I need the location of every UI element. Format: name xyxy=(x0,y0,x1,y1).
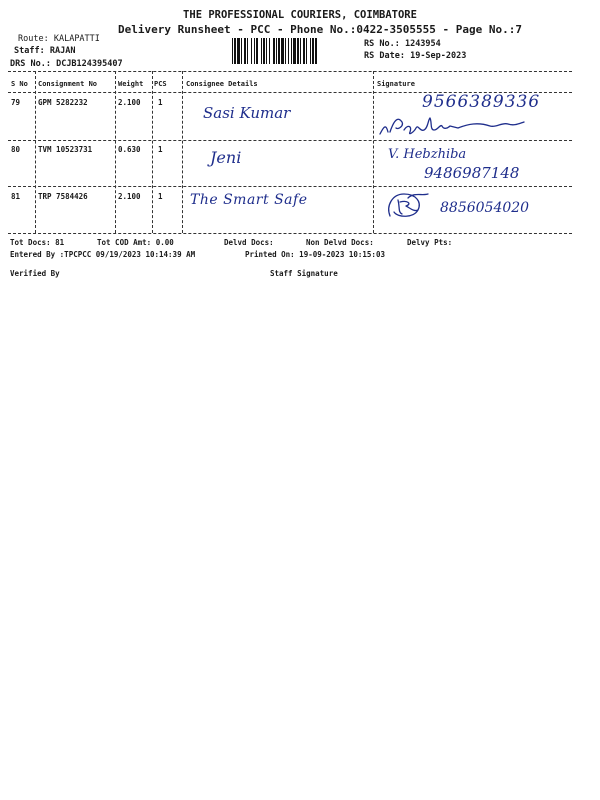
column-rule xyxy=(35,71,36,233)
runsheet-title: Delivery Runsheet - PCC - Phone No.:0422-3505555 - Page No.:7 xyxy=(118,23,522,36)
table-row-pcs: 1 xyxy=(158,192,163,201)
delivery-points: Delvy Pts: xyxy=(407,238,453,247)
route-label: Route: xyxy=(18,34,49,44)
company-title: THE PROFESSIONAL COURIERS, COIMBATORE xyxy=(183,9,417,21)
handwritten-consignee: Jeni xyxy=(210,148,242,167)
col-header-signature: Signature xyxy=(377,80,415,88)
rs-no-line xyxy=(364,39,441,49)
non-delivered-docs: Non Delvd Docs: xyxy=(306,238,374,247)
handwritten-consignee: Sasi Kumar xyxy=(203,104,291,122)
rs-date-label: RS Date: xyxy=(364,51,405,61)
row-divider xyxy=(8,140,572,141)
table-row-sno: 79 xyxy=(11,98,21,107)
table-row-weight: 2.100 xyxy=(118,98,141,107)
table-row-sno: 80 xyxy=(11,145,21,154)
table-row-sno: 81 xyxy=(11,192,21,201)
col-header-consignee: Consignee Details xyxy=(186,80,258,88)
entered-by: Entered By :TPCPCC 09/19/2023 10:14:39 AM xyxy=(10,250,196,259)
delivered-docs: Delvd Docs: xyxy=(224,238,274,247)
rs-no-label: RS No.: xyxy=(364,39,400,49)
row-divider xyxy=(8,186,572,187)
staff-value: RAJAN xyxy=(49,46,76,56)
col-header-weight: Weight xyxy=(118,80,144,88)
rs-date-line xyxy=(364,51,466,61)
rs-date-value: 19-Sep-2023 xyxy=(410,51,467,61)
handwritten-phone: 9566389336 xyxy=(422,92,541,112)
staff-label: Staff: xyxy=(14,46,45,56)
handwritten-signatory: V. Hebzhiba xyxy=(388,147,467,162)
table-row-consignment: GPM 5282232 xyxy=(38,98,88,107)
col-header-pcs: PCS xyxy=(154,80,167,88)
table-row-consignment: TVM 10523731 xyxy=(38,145,93,154)
barcode-image xyxy=(232,38,358,64)
table-row-weight: 2.100 xyxy=(118,192,141,201)
signature-scribble xyxy=(384,190,434,222)
staff-signature: Staff Signature xyxy=(270,269,338,278)
verified-by: Verified By xyxy=(10,269,60,278)
printed-on: Printed On: 19-09-2023 10:15:03 xyxy=(245,250,385,259)
column-rule xyxy=(182,71,183,233)
drs-line xyxy=(10,59,123,69)
table-top-rule xyxy=(8,71,572,72)
route-line xyxy=(18,34,100,44)
handwritten-phone: 8856054020 xyxy=(440,200,530,216)
drs-label: DRS No.: xyxy=(10,59,51,69)
table-row-weight: 0.630 xyxy=(118,145,141,154)
table-row-consignment: TRP 7584426 xyxy=(38,192,88,201)
col-header-consignment: Consignment No xyxy=(38,80,98,88)
col-header-sno: S No xyxy=(11,80,28,88)
handwritten-phone: 9486987148 xyxy=(424,164,520,182)
rs-no-value: 1243954 xyxy=(404,39,441,49)
handwritten-consignee: The Smart Safe xyxy=(190,192,308,208)
total-docs: Tot Docs: 81 xyxy=(10,238,65,247)
staff-line xyxy=(14,46,75,56)
table-row-pcs: 1 xyxy=(158,98,163,107)
table-row-pcs: 1 xyxy=(158,145,163,154)
column-rule xyxy=(115,71,116,233)
table-bottom-rule xyxy=(8,233,572,234)
drs-value: DCJB124395407 xyxy=(56,59,123,69)
column-rule xyxy=(373,71,374,233)
route-value: KALAPATTI xyxy=(53,34,100,44)
column-rule xyxy=(152,71,153,233)
total-cod-amount: Tot COD Amt: 0.00 xyxy=(97,238,174,247)
signature-scribble xyxy=(378,112,528,140)
